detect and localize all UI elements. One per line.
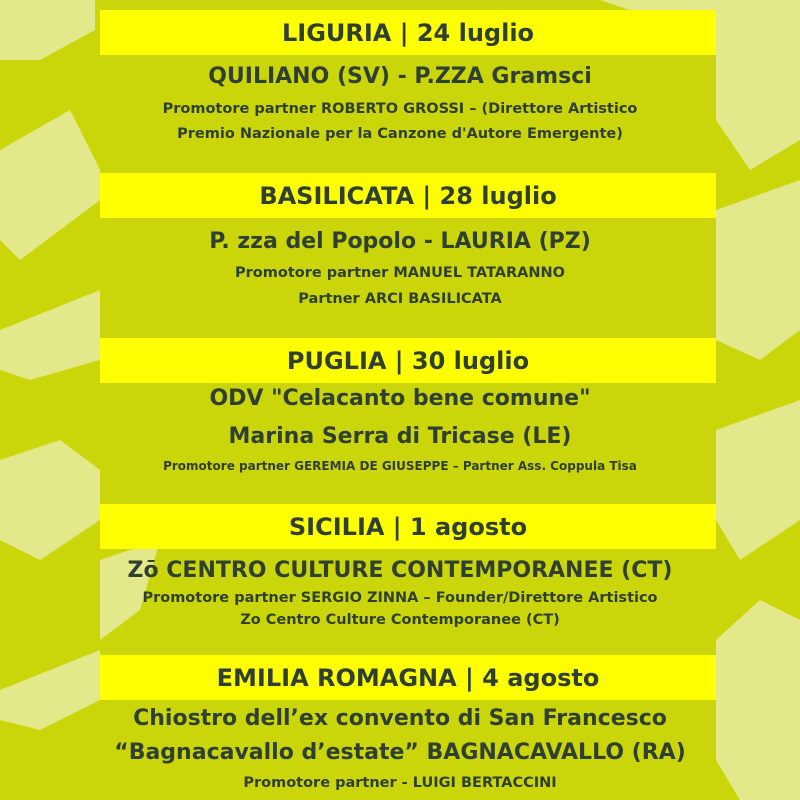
event-header: EMILIA ROMAGNA | 4 agosto	[100, 655, 716, 700]
event-venue: Marina Serra di Tricase (LE)	[228, 424, 572, 449]
event-detail: Premio Nazionale per la Canzone d'Autore Emergente)	[177, 126, 623, 142]
event-venue: “Bagnacavallo d’estate” BAGNACAVALLO (RA)	[114, 740, 686, 765]
event-detail: Promotore partner ROBERTO GROSSI – (Direttore Artistico	[162, 101, 638, 117]
event-detail: Promotore partner SERGIO ZINNA – Founder/Direttore Artistico	[142, 590, 658, 606]
event-venue: Chiostro dell’ex convento di San Francesco	[133, 706, 667, 731]
event-header: SICILIA | 1 agosto	[100, 504, 716, 549]
event-detail: Zo Centro Culture Contemporanee (CT)	[240, 612, 560, 628]
event-detail: Promotore partner - LUIGI BERTACCINI	[243, 775, 557, 791]
event-detail: Partner ARCI BASILICATA	[298, 291, 502, 307]
event-header: LIGURIA | 24 luglio	[100, 10, 716, 55]
event-venue: ODV "Celacanto bene comune"	[209, 386, 591, 411]
event-venue: QUILIANO (SV) - P.ZZA Gramsci	[208, 64, 592, 89]
event-detail: Promotore partner MANUEL TATARANNO	[235, 265, 565, 281]
event-detail: Promotore partner GEREMIA DE GIUSEPPE – Partner Ass. Coppula Tisa	[163, 459, 637, 473]
event-venue: P. zza del Popolo - LAURIA (PZ)	[209, 229, 591, 254]
event-header: PUGLIA | 30 luglio	[100, 338, 716, 383]
event-venue: Zō CENTRO CULTURE CONTEMPORANEE (CT)	[127, 558, 673, 583]
event-header: BASILICATA | 28 luglio	[100, 173, 716, 218]
